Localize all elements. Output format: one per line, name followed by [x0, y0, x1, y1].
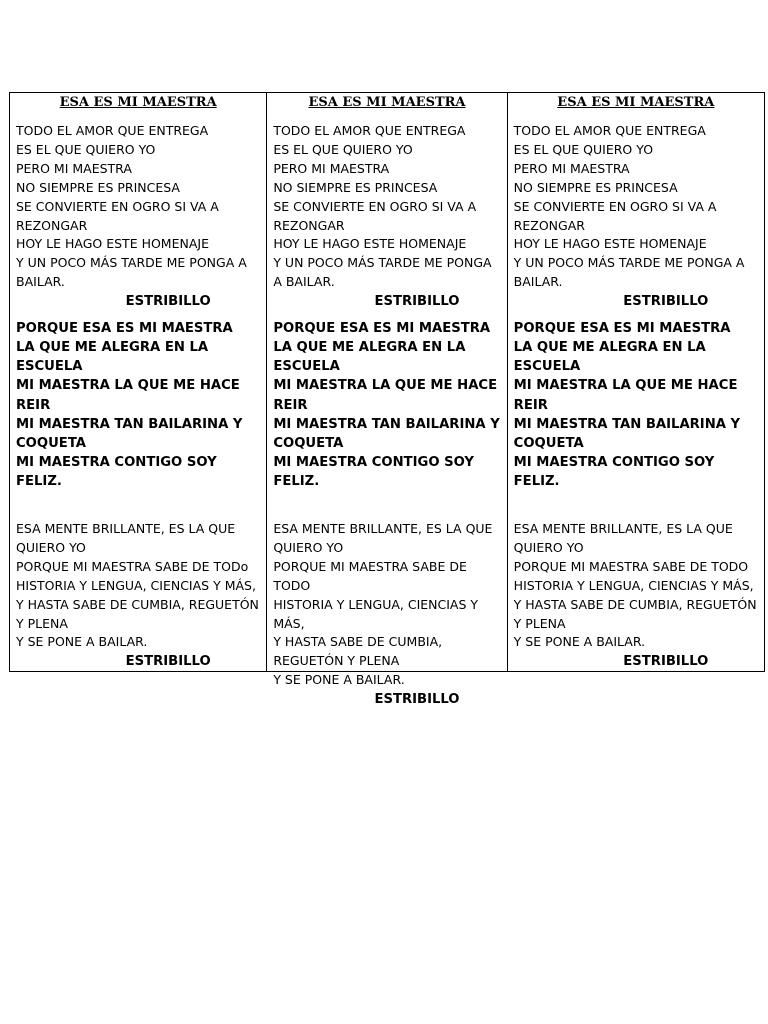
lyric-line: MÁS, [273, 615, 305, 631]
refrain-label: ESTRIBILLO [125, 654, 211, 670]
lyric-line: ESA MENTE BRILLANTE, ES LA QUE [273, 521, 493, 536]
lyric-line: NO SIEMPRE ES PRINCESA [273, 179, 438, 195]
chorus-line: MI MAESTRA CONTIGO SOY FELIZ. [16, 454, 217, 489]
chorus-line: LA QUE ME ALEGRA EN LA ESCUELA [273, 340, 466, 375]
verse-2 [514, 520, 758, 652]
lyric-line: QUIERO YO [513, 539, 584, 555]
lyric-line: ESA MENTE BRILLANTE, ES LA QUE [513, 521, 733, 536]
lyric-line: Y PLENA [513, 615, 566, 631]
lyric-line: ES EL QUE QUIERO YO [273, 141, 413, 157]
lyric-line: Y SE PONE A BAILAR. [513, 634, 646, 650]
chorus-line: PORQUE ESA ES MI MAESTRA [513, 321, 731, 337]
verse-1 [514, 122, 758, 292]
chorus-line: MI MAESTRA LA QUE ME HACE REIR [16, 378, 240, 413]
lyric-line: QUIERO YO [16, 539, 86, 555]
lyric-line: REZONGAR [16, 217, 88, 233]
lyric-line: HOY LE HAGO ESTE HOMENAJE [513, 236, 707, 252]
lyric-line: Y SE PONE A BAILAR. [16, 634, 148, 650]
lyric-line: SE CONVIERTE EN OGRO SI VA A [513, 198, 717, 214]
lyric-line: ESA MENTE BRILLANTE, ES LA QUE [16, 521, 236, 536]
lyric-line: Y UN POCO MÁS TARDE ME PONGA A [16, 255, 247, 271]
refrain-label: ESTRIBILLO [125, 294, 211, 310]
lyric-line: ES EL QUE QUIERO YO [16, 141, 156, 157]
lyric-line: A BAILAR. [273, 274, 335, 290]
lyric-line: REGUETÓN Y PLENA [273, 653, 400, 669]
refrain-label: ESTRIBILLO [623, 294, 709, 310]
lyric-line: TODO EL AMOR QUE ENTREGA [273, 123, 466, 138]
verse-2 [273, 520, 500, 690]
refrain-label: ESTRIBILLO [374, 692, 460, 708]
lyric-line: SE CONVIERTE EN OGRO SI VA A [16, 198, 219, 214]
refrain-label: ESTRIBILLO [623, 654, 709, 670]
song-title: ESA ES MI MAESTRA [557, 95, 715, 110]
lyric-line: NO SIEMPRE ES PRINCESA [16, 179, 180, 195]
lyric-line: PORQUE MI MAESTRA SABE DE TODo [16, 558, 249, 574]
lyric-line: TODO EL AMOR QUE ENTREGA [16, 123, 209, 138]
chorus-line: COQUETA [273, 435, 344, 451]
song-title: ESA ES MI MAESTRA [59, 95, 217, 110]
lyric-line: QUIERO YO [273, 539, 344, 555]
lyric-line: PORQUE MI MAESTRA SABE DE TODO [513, 558, 749, 574]
chorus-line: MI MAESTRA LA QUE ME HACE REIR [513, 378, 738, 413]
lyrics-column-3 [507, 93, 764, 671]
chorus-line: COQUETA [16, 435, 86, 451]
lyric-line: Y HASTA SABE DE CUMBIA, REGUETÓN [16, 596, 259, 612]
chorus-line: MI MAESTRA CONTIGO SOY FELIZ. [513, 454, 715, 489]
lyric-line: HOY LE HAGO ESTE HOMENAJE [16, 236, 209, 252]
lyric-line: PERO MI MAESTRA [16, 160, 132, 176]
lyric-line: BAILAR. [513, 274, 563, 290]
verse-2 [16, 520, 260, 652]
lyrics-column-1 [10, 93, 266, 671]
lyric-line: TODO EL AMOR QUE ENTREGA [513, 123, 706, 138]
lyric-line: TODO [273, 577, 311, 593]
lyric-line: Y HASTA SABE DE CUMBIA, REGUETÓN [513, 596, 757, 612]
lyric-line: HISTORIA Y LENGUA, CIENCIAS Y MÁS, [16, 577, 256, 593]
lyrics-table [9, 92, 765, 708]
verse-1 [273, 122, 500, 292]
lyric-line: Y UN POCO MÁS TARDE ME PONGA [273, 255, 492, 271]
lyric-line: Y HASTA SABE DE CUMBIA, [273, 634, 443, 650]
lyric-line: HOY LE HAGO ESTE HOMENAJE [273, 236, 467, 252]
lyric-line: ES EL QUE QUIERO YO [513, 141, 654, 157]
chorus-line: PORQUE ESA ES MI MAESTRA [273, 321, 491, 337]
lyric-line: Y SE PONE A BAILAR. [273, 672, 405, 688]
chorus-line: LA QUE ME ALEGRA EN LA ESCUELA [513, 340, 706, 375]
lyric-line: HISTORIA Y LENGUA, CIENCIAS Y MÁS, [513, 577, 754, 593]
lyric-line: REZONGAR [273, 217, 345, 233]
chorus-line: MI MAESTRA LA QUE ME HACE REIR [273, 378, 498, 413]
lyric-line: HISTORIA Y LENGUA, CIENCIAS Y [273, 596, 479, 612]
lyric-line: SE CONVIERTE EN OGRO SI VA A [273, 198, 477, 214]
chorus-line: PORQUE ESA ES MI MAESTRA [16, 321, 233, 337]
chorus [16, 319, 260, 491]
lyric-line: REZONGAR [513, 217, 585, 233]
lyric-line: Y UN POCO MÁS TARDE ME PONGA A [513, 255, 745, 271]
chorus-line: COQUETA [513, 435, 584, 451]
chorus-line: LA QUE ME ALEGRA EN LA ESCUELA [16, 340, 209, 375]
lyric-line: BAILAR. [16, 274, 65, 290]
refrain-label: ESTRIBILLO [374, 294, 460, 310]
chorus [273, 319, 500, 491]
song-title: ESA ES MI MAESTRA [308, 95, 466, 110]
lyric-line: NO SIEMPRE ES PRINCESA [513, 179, 678, 195]
chorus-line: MI MAESTRA TAN BAILARINA Y [16, 416, 243, 432]
lyric-line: PERO MI MAESTRA [513, 160, 630, 176]
lyric-line: Y PLENA [16, 615, 68, 631]
chorus-line: MI MAESTRA CONTIGO SOY FELIZ. [273, 454, 474, 489]
chorus [514, 319, 758, 491]
verse-1 [16, 122, 260, 292]
chorus-line: MI MAESTRA TAN BAILARINA Y [273, 416, 500, 432]
lyric-line: PERO MI MAESTRA [273, 160, 390, 176]
lyric-line: PORQUE MI MAESTRA SABE DE [273, 558, 467, 574]
chorus-line: MI MAESTRA TAN BAILARINA Y [513, 416, 741, 432]
lyrics-column-2 [266, 93, 506, 708]
